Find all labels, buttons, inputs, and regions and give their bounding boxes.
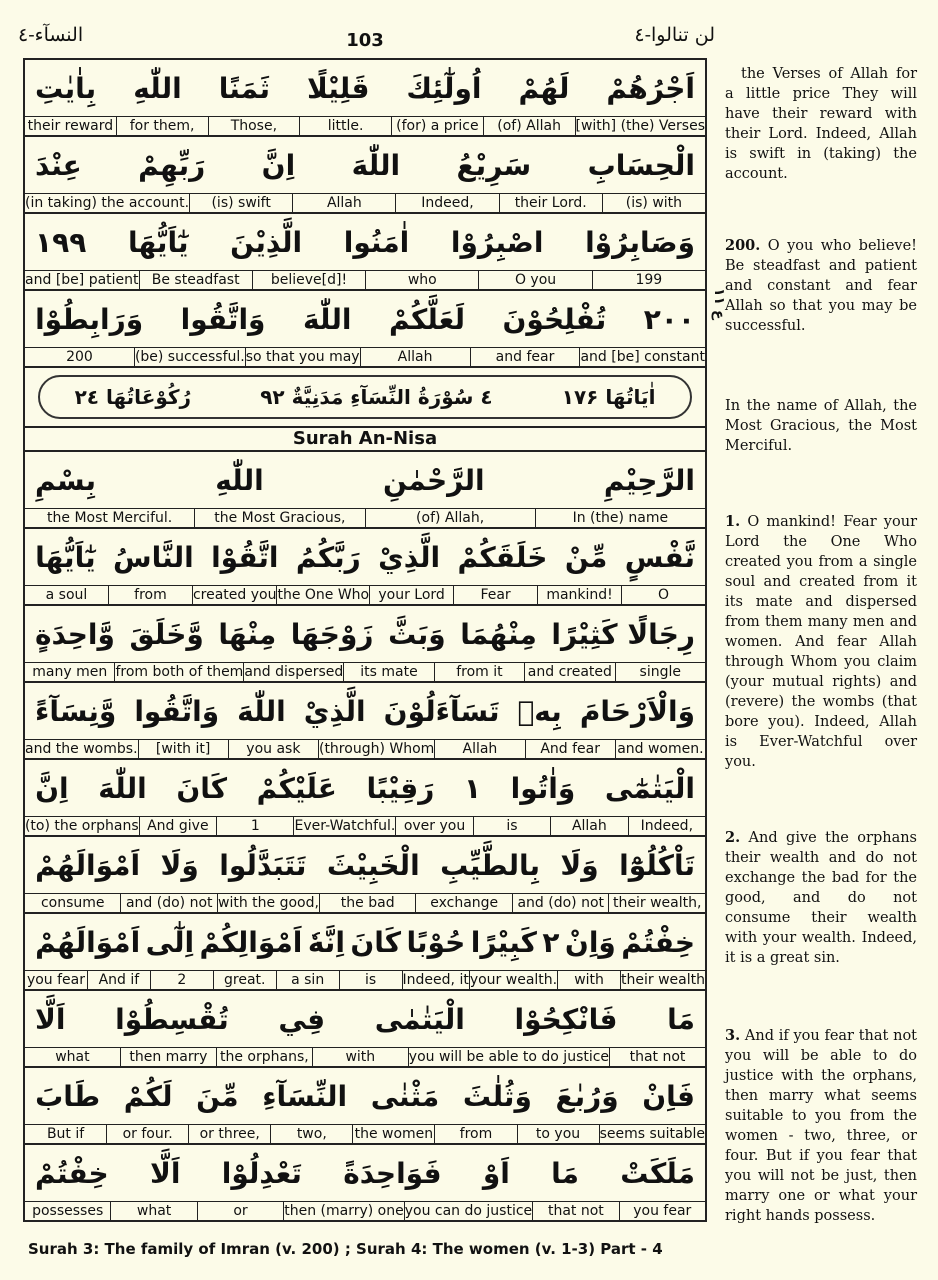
arabic-word: طَابَ [35,1079,101,1113]
english-gloss-word: Indeed, [628,817,705,835]
verse-row [25,991,705,1068]
verse-row [25,1145,705,1222]
header-juz-name: لن تنالوا-٤ [634,24,715,46]
verse-row [25,60,705,137]
arabic-word: مِّنَ [196,1079,239,1113]
arabic-word: مَثْنٰى [370,1079,440,1113]
english-gloss-word: And if [87,971,150,989]
arabic-word: ۲۰۰ [643,302,695,336]
english-gloss-word: 2 [150,971,213,989]
english-gloss-word: single [615,663,705,681]
arabic-word: بِالطَّيِّبِ [440,848,540,882]
arabic-word: اَمْوَالَهُمْ [35,925,141,959]
arabic-line [25,760,705,816]
arabic-line [25,1068,705,1124]
arabic-word: اللّٰهِ [215,463,264,497]
english-gloss-word: you fear [26,972,85,988]
arabic-word: وَّنِسَآءً [35,694,117,728]
arabic-word: يٰٓاَيُّهَا [127,225,189,259]
english-gloss-word: their wealth, [608,894,705,912]
arabic-word: وَالْاَرْحَامَ [579,694,695,728]
english-gloss-word: And fear [525,740,615,758]
english-gloss-line [25,816,705,835]
english-gloss-word: and fear [470,348,580,366]
arabic-word: الَّذِيْ [378,540,441,574]
english-gloss-word: and [be] patient [25,272,139,288]
arabic-word: اتَّقُوْا [211,540,279,574]
english-gloss-line [25,970,705,989]
english-gloss-word: the orphans, [216,1048,312,1066]
english-gloss-word: created you [192,587,277,603]
english-gloss-word: what [110,1202,196,1220]
verse-row [25,606,705,683]
arabic-line [25,991,705,1047]
arabic-word: اَمْوَالِكُمْ [199,925,303,959]
translation-block-200: 200. O you who believe! Be steadfast and patient and constant and fear Allah so that you may be successful. [725,237,917,334]
english-gloss-word: O [621,586,705,604]
quran-word-grid [23,58,707,1222]
arabic-word: زَوْجَهَا [290,617,374,651]
arabic-word: فَانْكِحُوْا [514,1002,618,1036]
english-gloss-word: is [339,971,402,989]
arabic-word: خِفْتُمْ [35,1156,109,1190]
arabic-word: مَلَكَتْ [620,1156,695,1190]
arabic-word: رِجَالًا كَثِيْرًا [551,617,695,651]
english-gloss-word: then (marry) one [284,1203,404,1219]
english-gloss-word: (to) the orphans [24,818,139,834]
english-gloss-word: Allah [292,194,395,212]
english-gloss-word: seems suitable [599,1126,705,1142]
english-gloss-word: In (the) name [535,509,705,527]
verse-row [25,683,705,760]
english-gloss-word: with [312,1048,408,1066]
english-gloss-word: from both of them [115,664,244,680]
english-gloss-word: (of) Allah [483,117,575,135]
arabic-line [25,60,705,116]
page-number: 103 [346,30,384,51]
arabic-word: عَلَيْكُمْ [256,771,337,805]
english-gloss-word: (is) swift [189,194,292,212]
english-gloss-word: little. [299,117,391,135]
arabic-word: كَبِيْرًا [470,925,537,959]
arabic-word: الْحِسَابِ [587,148,695,182]
arabic-word: اللّٰهِ [133,71,182,105]
arabic-word: تَتَبَدَّلُوا [219,848,307,882]
arabic-word: لَكُمْ [123,1079,173,1113]
english-gloss-word: to you [517,1125,599,1143]
arabic-word: تُقْسِطُوْا [115,1002,229,1036]
arabic-word: فَاِنْ [642,1079,695,1113]
english-gloss-word: is [473,817,550,835]
english-gloss-word: consume [40,895,105,911]
arabic-word: حُوْبًا [406,925,466,959]
verse-row [25,291,705,368]
english-gloss-word: 200 [66,349,93,365]
english-gloss-word: over you [395,817,472,835]
translation-block-v1: 1. O mankind! Fear your Lord the One Who created you from a single soul and created from it its mate and dispersed from them many men and women. And fear Allah through Whom you claim (your mutual rights) and (revere) the wombs (that bore you). Indeed, Allah is Ever-Watchful over you. [725,513,917,770]
translation-block-basmala: In the name of Allah, the Most Gracious, the Most Merciful. [725,398,917,454]
english-gloss-word: so that you may [245,349,360,365]
arabic-word: خِفْتُمْ [621,925,695,959]
english-gloss-word: you can do justice [404,1203,533,1219]
english-gloss-word: you fear [619,1202,705,1220]
english-gloss-word: Allah [434,740,524,758]
arabic-line [25,606,705,662]
ayat-count: اٰيَاتُهَا ۱۷۶ [561,385,656,409]
english-gloss-line [25,116,705,135]
english-gloss-word: exchange [415,894,512,912]
english-gloss-word: (in taking) the account. [25,195,190,211]
english-gloss-line [25,1047,705,1066]
english-gloss-word: its mate [343,663,433,681]
surah-title: Surah An-Nisa [25,428,705,452]
arabic-word: بِهٖ [517,694,562,728]
translation-block-1: the Verses of Allah for a little price They will have their reward with their Lord. Indeed, Allah is swift in (taking) the account. [725,66,917,182]
english-gloss-word: their wealth [621,972,705,988]
arabic-word: الرَّحْمٰنِ [382,463,485,497]
english-gloss-word: that not [532,1202,618,1220]
english-gloss-line [25,508,705,527]
english-gloss-word: from it [434,663,524,681]
ruku-marker: ع ١١ [711,288,727,320]
arabic-line [25,914,705,970]
english-gloss-word: [with] (the) Verses [575,118,705,134]
verse-row [25,837,705,914]
english-gloss-word: the Most Merciful. [47,510,173,526]
arabic-word: اَمْوَالَهُمْ [35,848,141,882]
arabic-line [25,683,705,739]
english-gloss-word: Fear [453,586,537,604]
english-gloss-word: great. [213,971,276,989]
arabic-word: نَّفْسٍ [624,540,695,574]
english-gloss-word: (be) successful. [134,349,245,365]
arabic-word: تَسَآءَلُوْنَ [383,694,500,728]
arabic-word: فَوَاحِدَةً [343,1156,442,1190]
arabic-word: اِنَّ [35,771,69,805]
arabic-word: مِنْهُمَا [460,617,537,651]
english-gloss-word: their reward [27,118,114,134]
arabic-word: اللّٰهَ [302,302,352,336]
english-gloss-word: and the wombs. [25,741,138,757]
arabic-word: كَانَ [176,771,228,805]
verse-row [25,214,705,291]
verse-row [25,529,705,606]
surah-banner-frame [38,375,692,419]
arabic-word: ۲ [542,925,560,959]
english-gloss-word: Those, [208,117,300,135]
arabic-word: الْخَبِيْثَ [326,848,420,882]
english-gloss-word: that not [609,1048,705,1066]
english-gloss-line [25,893,705,912]
arabic-word: الَّذِيْ [303,694,366,728]
english-gloss-line [25,270,705,289]
arabic-word: ثَمَنًا [218,71,270,105]
arabic-word: اٰمَنُوا [343,225,410,259]
english-gloss-word: and (do) not [512,894,609,912]
arabic-word: لَعَلَّكُمْ [388,302,465,336]
english-gloss-word: from [434,1125,516,1143]
translation-block-v2: 2. And give the orphans their wealth and do not exchange the bad for the good, and do not consume their wealth with your wealth. Indeed, it is a great sin. [725,829,917,966]
arabic-line [25,1145,705,1201]
english-gloss-word: you will be able to do justice [408,1049,610,1065]
english-gloss-word: the Most Gracious, [194,509,364,527]
arabic-word: رَقِيْبًا [366,771,435,805]
arabic-word: وَلَا [160,848,199,882]
english-gloss-word: two, [270,1125,352,1143]
english-gloss-word: O you [478,271,591,289]
arabic-word: الْيَتٰمٰٓى [604,771,695,805]
english-gloss-word: then marry [120,1048,216,1066]
arabic-word: سَرِيْعُ [456,148,532,182]
arabic-word: مَا [667,1002,695,1036]
page-footer: Surah 3: The family of Imran (v. 200) ; Surah 4: The women (v. 1-3) Part - 4 [28,1240,663,1258]
english-gloss-word: and (do) not [120,894,217,912]
arabic-word: اللّٰهَ [98,771,147,805]
arabic-word: الَّذِيْنَ [230,225,303,259]
english-gloss-word: the One Who [277,587,370,603]
english-gloss-word: or three, [188,1125,270,1143]
surah-banner [25,368,705,428]
verse-row [25,760,705,837]
arabic-word: اَلَّا [150,1156,181,1190]
arabic-word: وَّاحِدَةٍ [35,617,115,651]
arabic-word: اِلٰٓى [145,925,195,959]
english-gloss-word: from [108,586,192,604]
arabic-word: لَهُمْ [518,71,570,105]
arabic-word: اصْبِرُوْا [450,225,544,259]
arabic-word: وَاٰتُوا [510,771,576,805]
english-gloss-word: Allah [360,348,470,366]
verse-row [25,452,705,529]
arabic-word: الرَّحِيْمِ [603,463,695,497]
english-gloss-word: mankind! [537,586,621,604]
arabic-line [25,214,705,270]
arabic-word: اِنَّهٗ [307,925,345,959]
arabic-word: وَرَابِطُوْا [35,302,144,336]
english-gloss-line [25,585,705,604]
english-gloss-word: the women [352,1125,434,1143]
english-gloss-word: Indeed, [395,194,498,212]
arabic-word: قَلِيْلًا [306,71,370,105]
arabic-word: اللّٰهَ [351,148,401,182]
english-gloss-line [25,662,705,681]
verse-row [25,1068,705,1145]
arabic-word: بِاٰيٰتِ [35,71,97,105]
arabic-word: فِي [278,1002,326,1036]
verse-row [25,914,705,991]
arabic-word: بِسْمِ [35,463,96,497]
arabic-word: رَبَّكُمُ [295,540,361,574]
arabic-word: عِنْدَ [35,148,82,182]
english-gloss-word: But if [46,1126,85,1142]
english-gloss-word: a soul [45,587,88,603]
english-gloss-word: (for) a price [391,117,483,135]
english-gloss-word: and dispersed [244,664,344,680]
english-gloss-word: believe[d]! [252,271,365,289]
surah-name-arabic: ٤ سُوْرَةُ النِّسَآءِ مَدَنِيَّةٌ ٩٢ [260,385,493,409]
english-gloss-word: their Lord. [499,194,602,212]
arabic-word: وَاتَّقُوا [134,694,220,728]
english-gloss-word: what [55,1049,90,1065]
arabic-word: اَجْرُهُمْ [606,71,695,105]
english-gloss-line [25,1201,705,1220]
arabic-word: اَوْ [482,1156,510,1190]
english-gloss-word: the bad [319,894,416,912]
english-gloss-word: Ever-Watchful. [294,818,396,834]
english-gloss-word: or four. [106,1125,188,1143]
english-gloss-word: possesses [32,1203,104,1219]
arabic-word: ۱ [463,771,482,805]
header-surah-name: النسآء-٤ [18,24,84,46]
arabic-word: اَلَّا [35,1002,66,1036]
arabic-word: وَاتَّقُوا [180,302,266,336]
english-gloss-word: and [be] constant [580,349,705,365]
translation-block-v3: 3. And if you fear that not you will be able to do justice with the orphans, then marry what seems suitable to you from the women - two, three, or four. But if you fear that you will not be just, then marry one or what your right hands possess. [725,1027,917,1224]
arabic-word: النِّسَآءِ [262,1079,348,1113]
english-gloss-word: and created [524,663,614,681]
arabic-word: وَثُلٰثَ [462,1079,532,1113]
verse-row [25,137,705,214]
english-gloss-word: a sin [276,971,339,989]
arabic-word: مِنْهَا [218,617,277,651]
arabic-word: تَاْكُلُوْٓا [619,848,695,882]
english-gloss-word: with the good, [218,895,319,911]
arabic-word: اُولٰٓئِكَ [406,71,482,105]
arabic-word: وَاِنْ [564,925,616,959]
arabic-word: وَبَثَّ [388,617,446,651]
english-gloss-word: Indeed, it [402,972,469,988]
arabic-word: يٰٓاَيُّهَا [35,540,96,574]
english-gloss-word: with [557,971,620,989]
english-gloss-word: and women. [615,740,705,758]
english-gloss-line [25,739,705,758]
arabic-word: كَانَ [350,925,402,959]
arabic-word: خَلَقَكُمْ [457,540,548,574]
arabic-word: رَبِّهِمْ [138,148,206,182]
english-gloss-word: (through) Whom [318,741,435,757]
arabic-line [25,837,705,893]
english-gloss-word: Allah [550,817,627,835]
arabic-word: مِّنْ [564,540,608,574]
arabic-line [25,137,705,193]
arabic-word: وَصَابِرُوْا [585,225,695,259]
ruku-count: رُكُوْعَاتُهَا ٢٤ [74,385,192,409]
arabic-word: مَا [551,1156,580,1190]
arabic-line [25,529,705,585]
english-gloss-line [25,1124,705,1143]
english-gloss-word: (is) with [602,194,705,212]
arabic-word: وَّخَلَقَ [129,617,204,651]
arabic-word: الْيَتٰمٰى [374,1002,465,1036]
arabic-word: وَرُبٰعَ [555,1079,619,1113]
arabic-word: اِنَّ [261,148,296,182]
english-gloss-word: who [365,271,478,289]
english-gloss-word: you ask [228,740,318,758]
english-gloss-word: Be steadfast [139,271,252,289]
english-gloss-word: or [197,1202,283,1220]
english-gloss-word: [with it] [138,740,228,758]
english-gloss-word: many men [32,664,108,680]
english-gloss-line [25,193,705,212]
english-gloss-word: (of) Allah, [365,509,535,527]
english-gloss-word: And give [139,817,216,835]
arabic-word: النَّاسُ [112,540,194,574]
arabic-word: ۱۹۹ [35,225,87,259]
arabic-line [25,452,705,508]
arabic-word: وَلَا [560,848,599,882]
arabic-word: تُفْلِحُوْنَ [502,302,607,336]
english-gloss-line [25,347,705,366]
english-gloss-word: your wealth. [469,972,558,988]
english-gloss-word: 199 [592,271,705,289]
english-gloss-word: for them, [116,117,208,135]
arabic-line [25,291,705,347]
arabic-word: اللّٰهَ [237,694,286,728]
arabic-word: تَعْدِلُوْا [221,1156,302,1190]
english-gloss-word: 1 [216,817,293,835]
english-gloss-word: your Lord [369,586,453,604]
